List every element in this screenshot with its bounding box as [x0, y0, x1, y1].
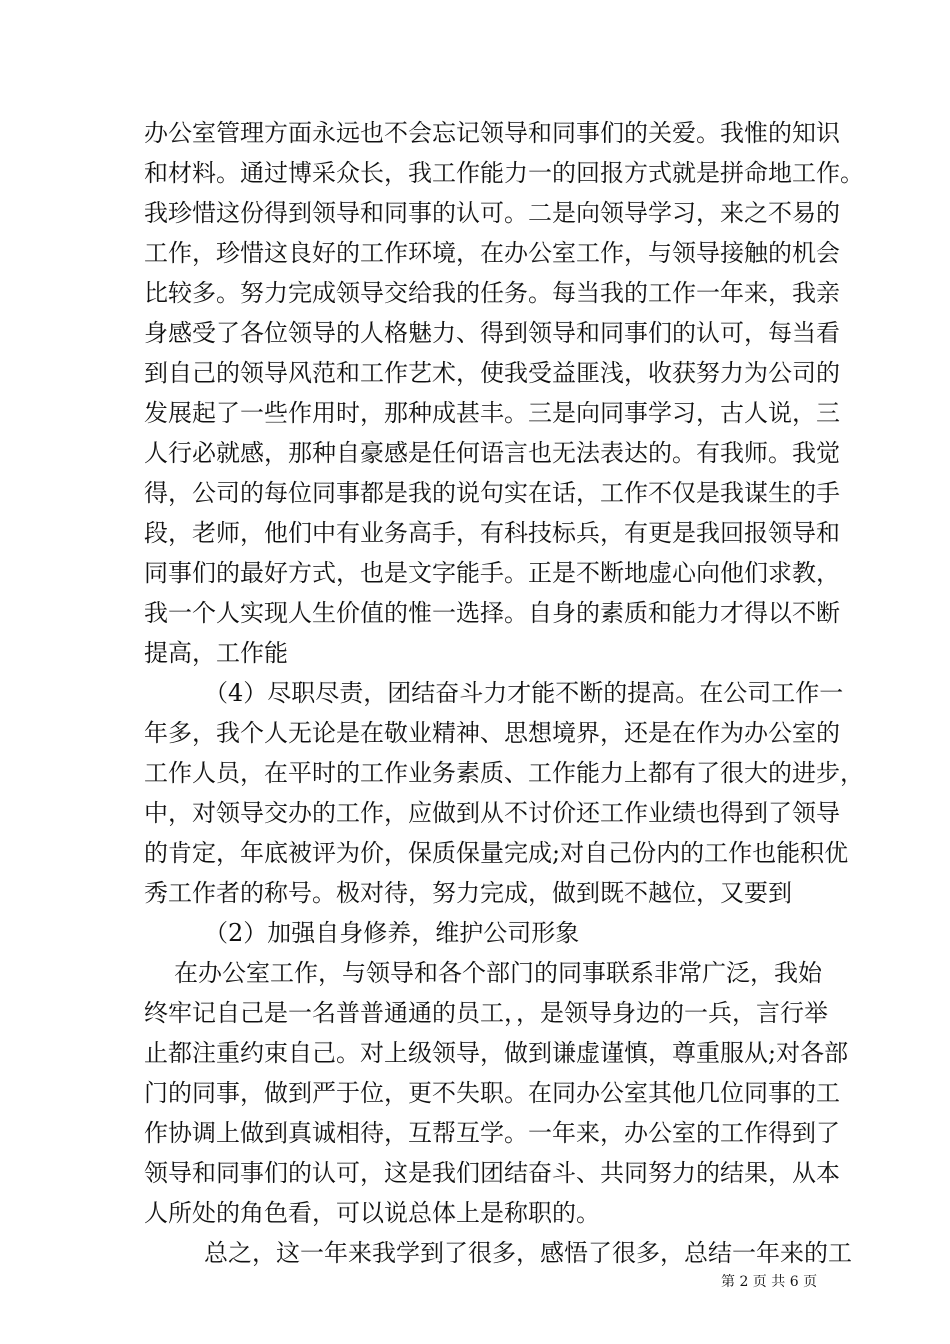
text-line: 人行必就感，那种自豪感是任何语言也无法表达的。有我师。我觉: [144, 439, 840, 467]
text-line: 中，对领导交办的工作，应做到从不讨价还工作业绩也得到了领导: [144, 799, 840, 827]
text-line: 年多，我个人无论是在敬业精神、思想境界，还是在作为办公室的: [144, 719, 840, 747]
text-line: 发展起了一些作用时，那种成甚丰。三是向同事学习，古人说，三: [144, 399, 840, 427]
section-heading: （2）加强自身修养，维护公司形象: [204, 919, 580, 947]
text-line: 同事们的最好方式，也是文字能手。正是不断地虚心向他们求教，: [144, 559, 840, 587]
text-line: 工作，珍惜这良好的工作环境，在办公室工作，与领导接触的机会: [144, 239, 840, 267]
text-line: 身感受了各位领导的人格魅力、得到领导和同事们的认可，每当看: [144, 319, 840, 347]
text-line: 的肯定，年底被评为价，保质保量完成;对自己份内的工作也能积优: [144, 839, 849, 867]
page-number-footer: 第 2 页 共 6 页: [721, 1274, 818, 1290]
text-line: （4）尽职尽责，团结奋斗力才能不断的提高。在公司工作一: [204, 679, 844, 707]
text-line: 得，公司的每位同事都是我的说句实在话，工作不仅是我谋生的手: [144, 479, 840, 507]
text-line: 工作人员，在平时的工作业务素质、工作能力上都有了很大的进步，: [144, 759, 864, 787]
text-line: 止都注重约束自己。对上级领导，做到谦虚谨慎，尊重服从;对各部: [144, 1039, 849, 1067]
text-line: 到自己的领导风范和工作艺术，使我受益匪浅，收获努力为公司的: [144, 359, 840, 387]
text-line: 领导和同事们的认可，这是我们团结奋斗、共同努力的结果，从本: [144, 1159, 840, 1187]
text-line: 比较多。努力完成领导交给我的任务。每当我的工作一年来，我亲: [144, 279, 840, 307]
text-line: 人所处的角色看，可以说总体上是称职的。: [144, 1199, 600, 1227]
text-line: 和材料。通过博采众长，我工作能力一的回报方式就是拼命地工作。: [144, 159, 864, 187]
text-line: 办公室管理方面永远也不会忘记领导和同事们的关爱。我惟的知识: [144, 119, 840, 147]
text-line: 段，老师，他们中有业务高手，有科技标兵，有更是我回报领导和: [144, 519, 840, 547]
text-line: 秀工作者的称号。极对待，努力完成，做到既不越位，又要到: [144, 879, 792, 907]
text-line: 门的同事，做到严于位，更不失职。在同办公室其他几位同事的工: [144, 1079, 840, 1107]
text-line: 作协调上做到真诚相待，互帮互学。一年来，办公室的工作得到了: [144, 1119, 840, 1147]
text-line: 我珍惜这份得到领导和同事的认可。二是向领导学习，来之不易的: [144, 199, 840, 227]
text-line: 终牢记自己是一名普普通通的员工，，是领导身边的一兵，言行举: [144, 999, 828, 1027]
text-line: 提高，工作能: [144, 639, 288, 667]
text-line: 在办公室工作，与领导和各个部门的同事联系非常广泛，我始: [174, 959, 822, 987]
text-line: 总之，这一年来我学到了很多，感悟了很多，总结一年来的工: [204, 1239, 852, 1267]
text-line: 我一个人实现人生价值的惟一选择。自身的素质和能力才得以不断: [144, 599, 840, 627]
